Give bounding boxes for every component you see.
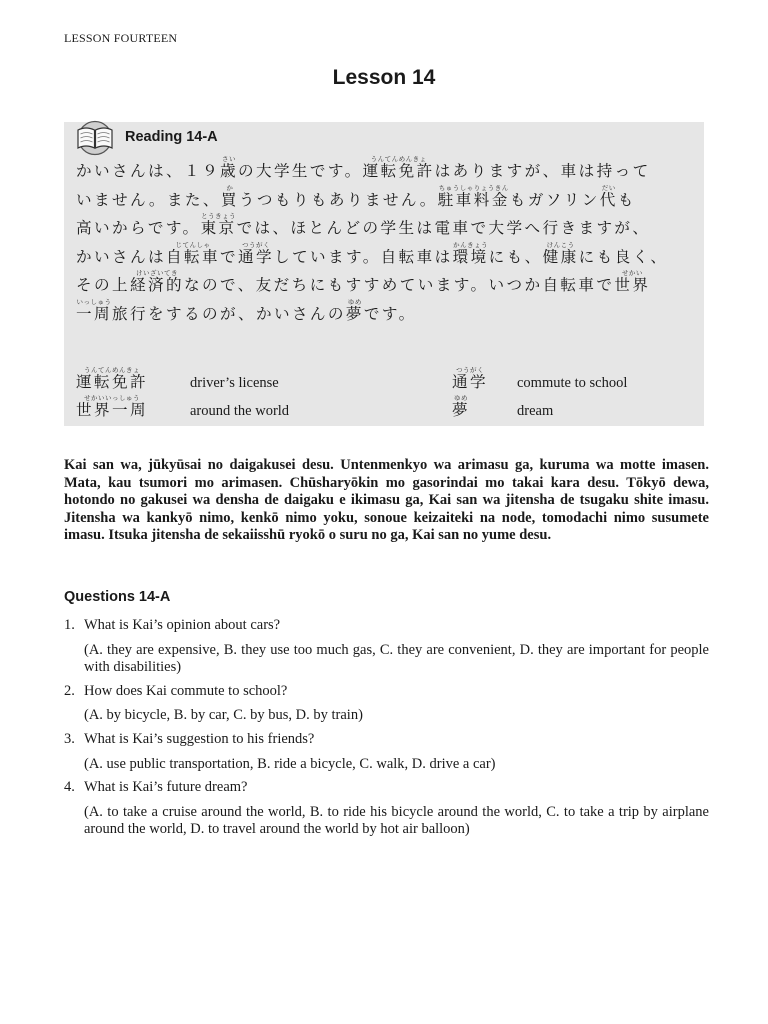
vocab-term: 夢ゆめ [452, 394, 470, 419]
passage-text: 高いからです。 [76, 219, 201, 237]
furigana-word: 駐車料金ちゅうしゃりょうきん [437, 183, 510, 209]
vocab-gloss: around the world [190, 403, 290, 419]
passage-text: にも良く、 [578, 247, 669, 266]
answer-options: (A. they are expensive, B. they use too much gas, C. they are convenient, D. they are important for people with disabilities) [84, 641, 709, 676]
open-book-icon [72, 120, 118, 156]
passage-line [76, 241, 696, 270]
passage-text: 旅行をするのが、かいさんの [112, 304, 346, 323]
answer-options: (A. use public transportation, B. ride a bicycle, C. walk, D. drive a car) [84, 755, 496, 772]
passage-text: では、ほとんどの学生は電車で大学へ行きますが、 [236, 219, 651, 237]
question-number: 1. [64, 617, 75, 633]
passage-line [76, 269, 696, 298]
passage-line [76, 155, 696, 184]
furigana-word: 東京とうきょう [200, 212, 237, 237]
passage-text: で [219, 247, 238, 266]
romaji-passage: Kai san wa, jūkyūsai no daigakusei desu. Untenmenkyo wa arimasu ga, kuruma wa motte imasen. Mata, kau tsumori mo arimasen. Chūsharyōkin mo gasorindai mo takai kara desu. Tōkyō dewa, hotondo no gakusei wa densha de daigaku e ikimasu ga, Kai san wa jitensha de tsugaku shite imasu. Jitensha wa kankyō nimo, kenkō nimo yoku, sonoue keizaiteki na node, tomodachi nimo susumete imasu. Itsuka jitensha de sekaiisshū ryokō o suru no ga, Kai san no yume desu. [64, 457, 709, 544]
furigana-word: 健康けんこう [542, 240, 579, 266]
japanese-passage [76, 155, 696, 326]
furigana-word: 夢ゆめ [345, 297, 364, 323]
passage-text: かいさんは [76, 247, 166, 266]
furigana-word: 経済的けいざいてき [129, 269, 184, 294]
passage-text: はありますが、車は持って [434, 162, 651, 180]
passage-text: にも、 [488, 247, 543, 266]
question-number: 2. [64, 682, 75, 699]
question-item [64, 617, 709, 677]
vocab-term: 運転免許うんてんめんきょ [76, 366, 148, 391]
furigana-word: 通学つうがく [237, 240, 274, 266]
furigana-word: 世界せかい [614, 269, 651, 294]
passage-line [76, 298, 696, 327]
question-text: What is Kai’s opinion about cars? [84, 617, 281, 633]
passage-text: うつもりもありません。 [238, 190, 438, 209]
passage-text: も [617, 190, 636, 209]
passage-text: かいさんは、１９ [76, 162, 220, 180]
furigana-word: 自転車じてんしゃ [165, 240, 220, 266]
questions-heading: Questions 14-A [64, 589, 171, 605]
question-item [64, 683, 709, 725]
reading-title: Reading 14-A [125, 129, 218, 145]
question-text: What is Kai’s future dream? [84, 779, 248, 796]
vocabulary-list [76, 366, 696, 422]
furigana-word: 環境かんきょう [452, 240, 489, 266]
question-number: 4. [64, 779, 75, 796]
question-item [64, 731, 709, 773]
running-head: LESSON FOURTEEN [64, 31, 178, 45]
furigana-word: 買か [220, 183, 239, 209]
furigana-word: 代だい [599, 183, 618, 209]
vocab-gloss: commute to school [517, 375, 628, 391]
passage-text: なので、友だちにもすすめています。いつか自転車で [183, 276, 615, 294]
question-number: 3. [64, 730, 75, 747]
furigana-word: 歳さい [219, 155, 238, 180]
passage-line [76, 184, 696, 213]
question-list [64, 617, 709, 845]
question-text: What is Kai’s suggestion to his friends? [84, 730, 315, 747]
vocab-gloss: driver’s license [190, 375, 279, 391]
answer-options: (A. to take a cruise around the world, B. to ride his bicycle around the world, C. to take a trip by airplane around the world, D. to travel around the world by hot air balloon) [84, 803, 709, 838]
vocab-term: 通学つうがく [452, 366, 488, 391]
reading-box [64, 122, 704, 426]
passage-text: の大学生です。 [237, 162, 363, 180]
passage-text: しています。自転車は [273, 247, 453, 266]
passage-text: その上 [76, 276, 130, 294]
passage-line [76, 212, 696, 241]
answer-options: (A. by bicycle, B. by car, C. by bus, D. by train) [84, 707, 363, 724]
furigana-word: 運転免許うんてんめんきょ [362, 155, 435, 180]
question-text: How does Kai commute to school? [84, 682, 288, 699]
vocab-gloss: dream [517, 403, 554, 419]
furigana-word: 一周いっしゅう [76, 297, 112, 323]
passage-text: です。 [363, 304, 417, 323]
vocab-term: 世界一周せかいいっしゅう [76, 394, 148, 419]
passage-text: もガソリン [509, 190, 600, 209]
page-title: Lesson 14 [332, 66, 436, 89]
passage-text: いません。また、 [76, 190, 221, 209]
question-item [64, 779, 709, 839]
